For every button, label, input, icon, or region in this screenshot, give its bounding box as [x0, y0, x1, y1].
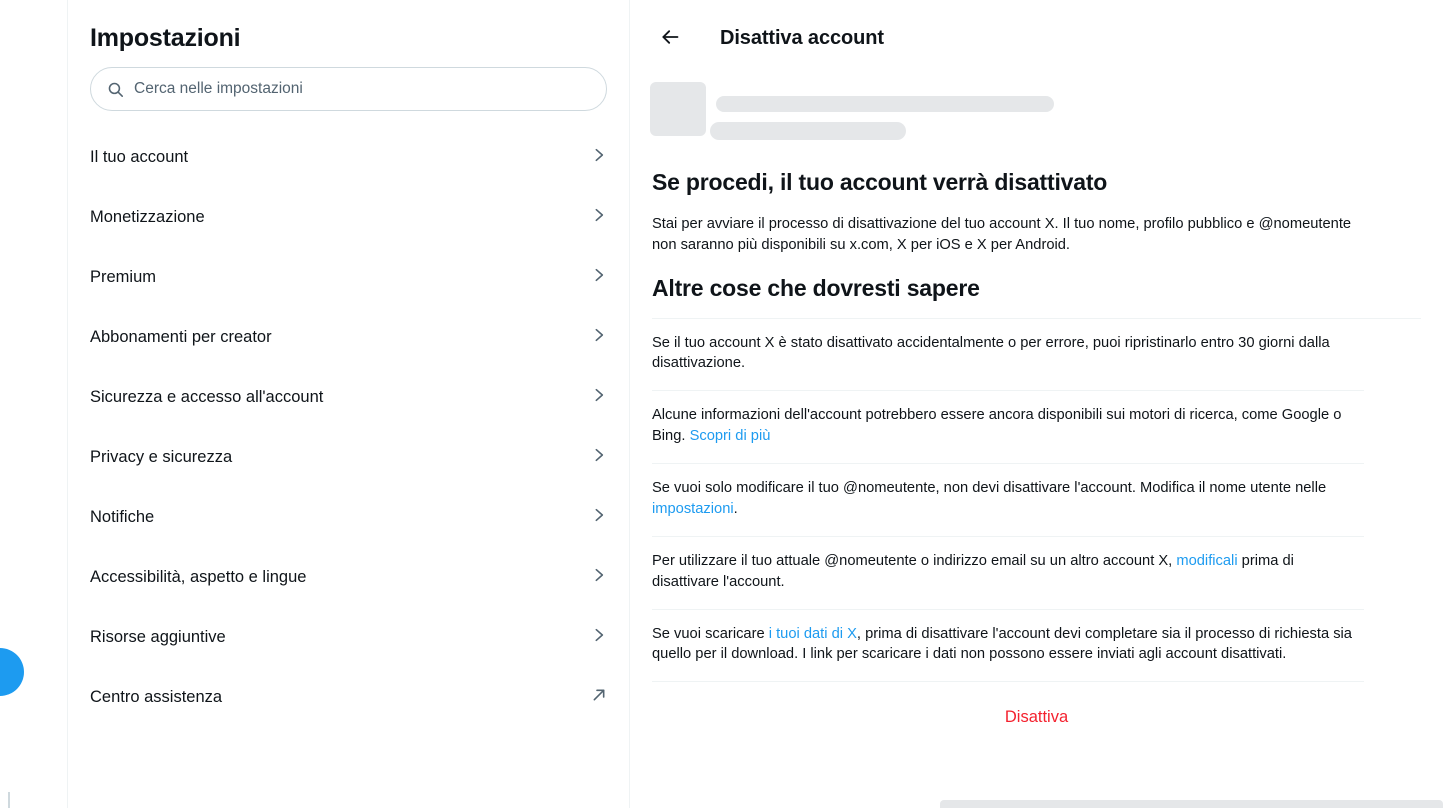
notes-list [652, 318, 1421, 683]
sidebar-item-abbonamenti-per-creator[interactable] [68, 307, 629, 367]
chevron-right-icon [591, 447, 607, 468]
learn-more-link[interactable]: Scopri di più [689, 428, 771, 445]
redacted-line-2 [710, 122, 906, 140]
heading-deactivation: Se procedi, il tuo account verrà disattivato [652, 169, 1108, 195]
list-item [652, 319, 1364, 392]
chevron-right-icon [591, 567, 607, 588]
note-text-tail: . [733, 500, 738, 517]
paragraph-deactivation: Stai per avviare il processo di disattivazione del tuo account X. Il tuo nome, profilo pubblico e @nomeutente non saranno più disponibili su x.com, X per iOS e X per Android. [652, 215, 1352, 253]
sidebar-item-label: Privacy e sicurezza [90, 447, 233, 466]
note-text: Se vuoi scaricare [652, 625, 769, 642]
sidebar-item-label: Premium [90, 267, 157, 286]
sidebar-item-accessibilita-aspetto-lingue[interactable] [68, 547, 629, 607]
sidebar-item-il-tuo-account[interactable] [68, 127, 629, 187]
settings-search-wrap [68, 67, 629, 121]
list-item [652, 610, 1364, 683]
sidebar-item-label: Centro assistenza [90, 687, 223, 706]
rail-scroll-indicator [8, 792, 10, 808]
chevron-right-icon [591, 207, 607, 228]
back-button[interactable] [652, 20, 688, 56]
sidebar-item-label: Il tuo account [90, 147, 189, 166]
floating-action-button[interactable] [0, 648, 24, 696]
modify-link[interactable]: modificali [1176, 552, 1238, 569]
chevron-right-icon [591, 147, 607, 168]
avatar-placeholder [650, 82, 706, 136]
list-item [652, 464, 1364, 537]
sidebar-item-sicurezza-e-accesso[interactable] [68, 367, 629, 427]
chevron-right-icon [591, 387, 607, 408]
redacted-line-1 [716, 96, 1054, 112]
settings-nav-list [68, 127, 629, 727]
external-link-icon [591, 687, 607, 708]
note-text: Se vuoi solo modificare il tuo @nomeutente, non devi disattivare l'account. Modifica il nome utente nelle [652, 480, 1327, 497]
sidebar-item-label: Monetizzazione [90, 207, 205, 226]
note-text: Per utilizzare il tuo attuale @nomeutente o indirizzo email su un altro account X, [652, 552, 1177, 569]
sidebar-item-label: Abbonamenti per creator [90, 327, 272, 346]
note-text: Alcune informazioni dell'account potrebbero essere ancora disponibili sui motori di ricerca, come Google o Bing. [652, 407, 1342, 445]
list-item [652, 537, 1364, 610]
page-title: Disattiva account [720, 26, 884, 49]
bottom-placeholder-bar [940, 800, 1443, 808]
sidebar-item-centro-assistenza[interactable] [68, 667, 629, 727]
note-text-tail: prima di disattivare l'account. [652, 552, 1294, 590]
settings-title: Impostazioni [90, 24, 241, 52]
arrow-left-icon [660, 27, 680, 50]
chevron-right-icon [591, 627, 607, 648]
settings-panel [68, 0, 630, 808]
sidebar-item-risorse-aggiuntive[interactable] [68, 607, 629, 667]
deactivate-button[interactable]: Disattiva [993, 704, 1080, 731]
sidebar-item-label: Accessibilità, aspetto e lingue [90, 567, 307, 586]
redacted-account-preview [630, 80, 1443, 150]
sidebar-item-notifiche[interactable] [68, 487, 629, 547]
left-rail [0, 0, 68, 808]
chevron-right-icon [591, 267, 607, 288]
deactivate-row [652, 682, 1421, 741]
search-box[interactable] [90, 67, 607, 111]
detail-header [630, 10, 1443, 66]
sidebar-item-premium[interactable] [68, 247, 629, 307]
search-input[interactable] [134, 68, 590, 110]
chevron-right-icon [591, 507, 607, 528]
detail-panel [630, 0, 1443, 808]
your-x-data-link[interactable]: i tuoi dati di X [768, 625, 857, 642]
sidebar-item-monetizzazione[interactable] [68, 187, 629, 247]
note-text-tail: , prima di disattivare l'account devi completare sia il processo di richiesta sia quello per il download. I link per scaricare i dati non possono essere inviati agli account disattivati. [652, 625, 1352, 663]
heading-other-things: Altre cose che dovresti sapere [652, 274, 980, 301]
search-icon [107, 81, 124, 98]
detail-body [630, 168, 1443, 741]
sidebar-item-label: Notifiche [90, 507, 155, 526]
sidebar-item-label: Risorse aggiuntive [90, 627, 226, 646]
settings-link[interactable]: impostazioni [652, 500, 734, 517]
chevron-right-icon [591, 327, 607, 348]
sidebar-item-label: Sicurezza e accesso all'account [90, 387, 324, 406]
note-text: Se il tuo account X è stato disattivato accidentalmente o per errore, puoi ripristinarlo entro 30 giorni dalla disattivazione. [652, 334, 1330, 372]
sidebar-item-privacy-e-sicurezza[interactable] [68, 427, 629, 487]
list-item [652, 391, 1364, 464]
